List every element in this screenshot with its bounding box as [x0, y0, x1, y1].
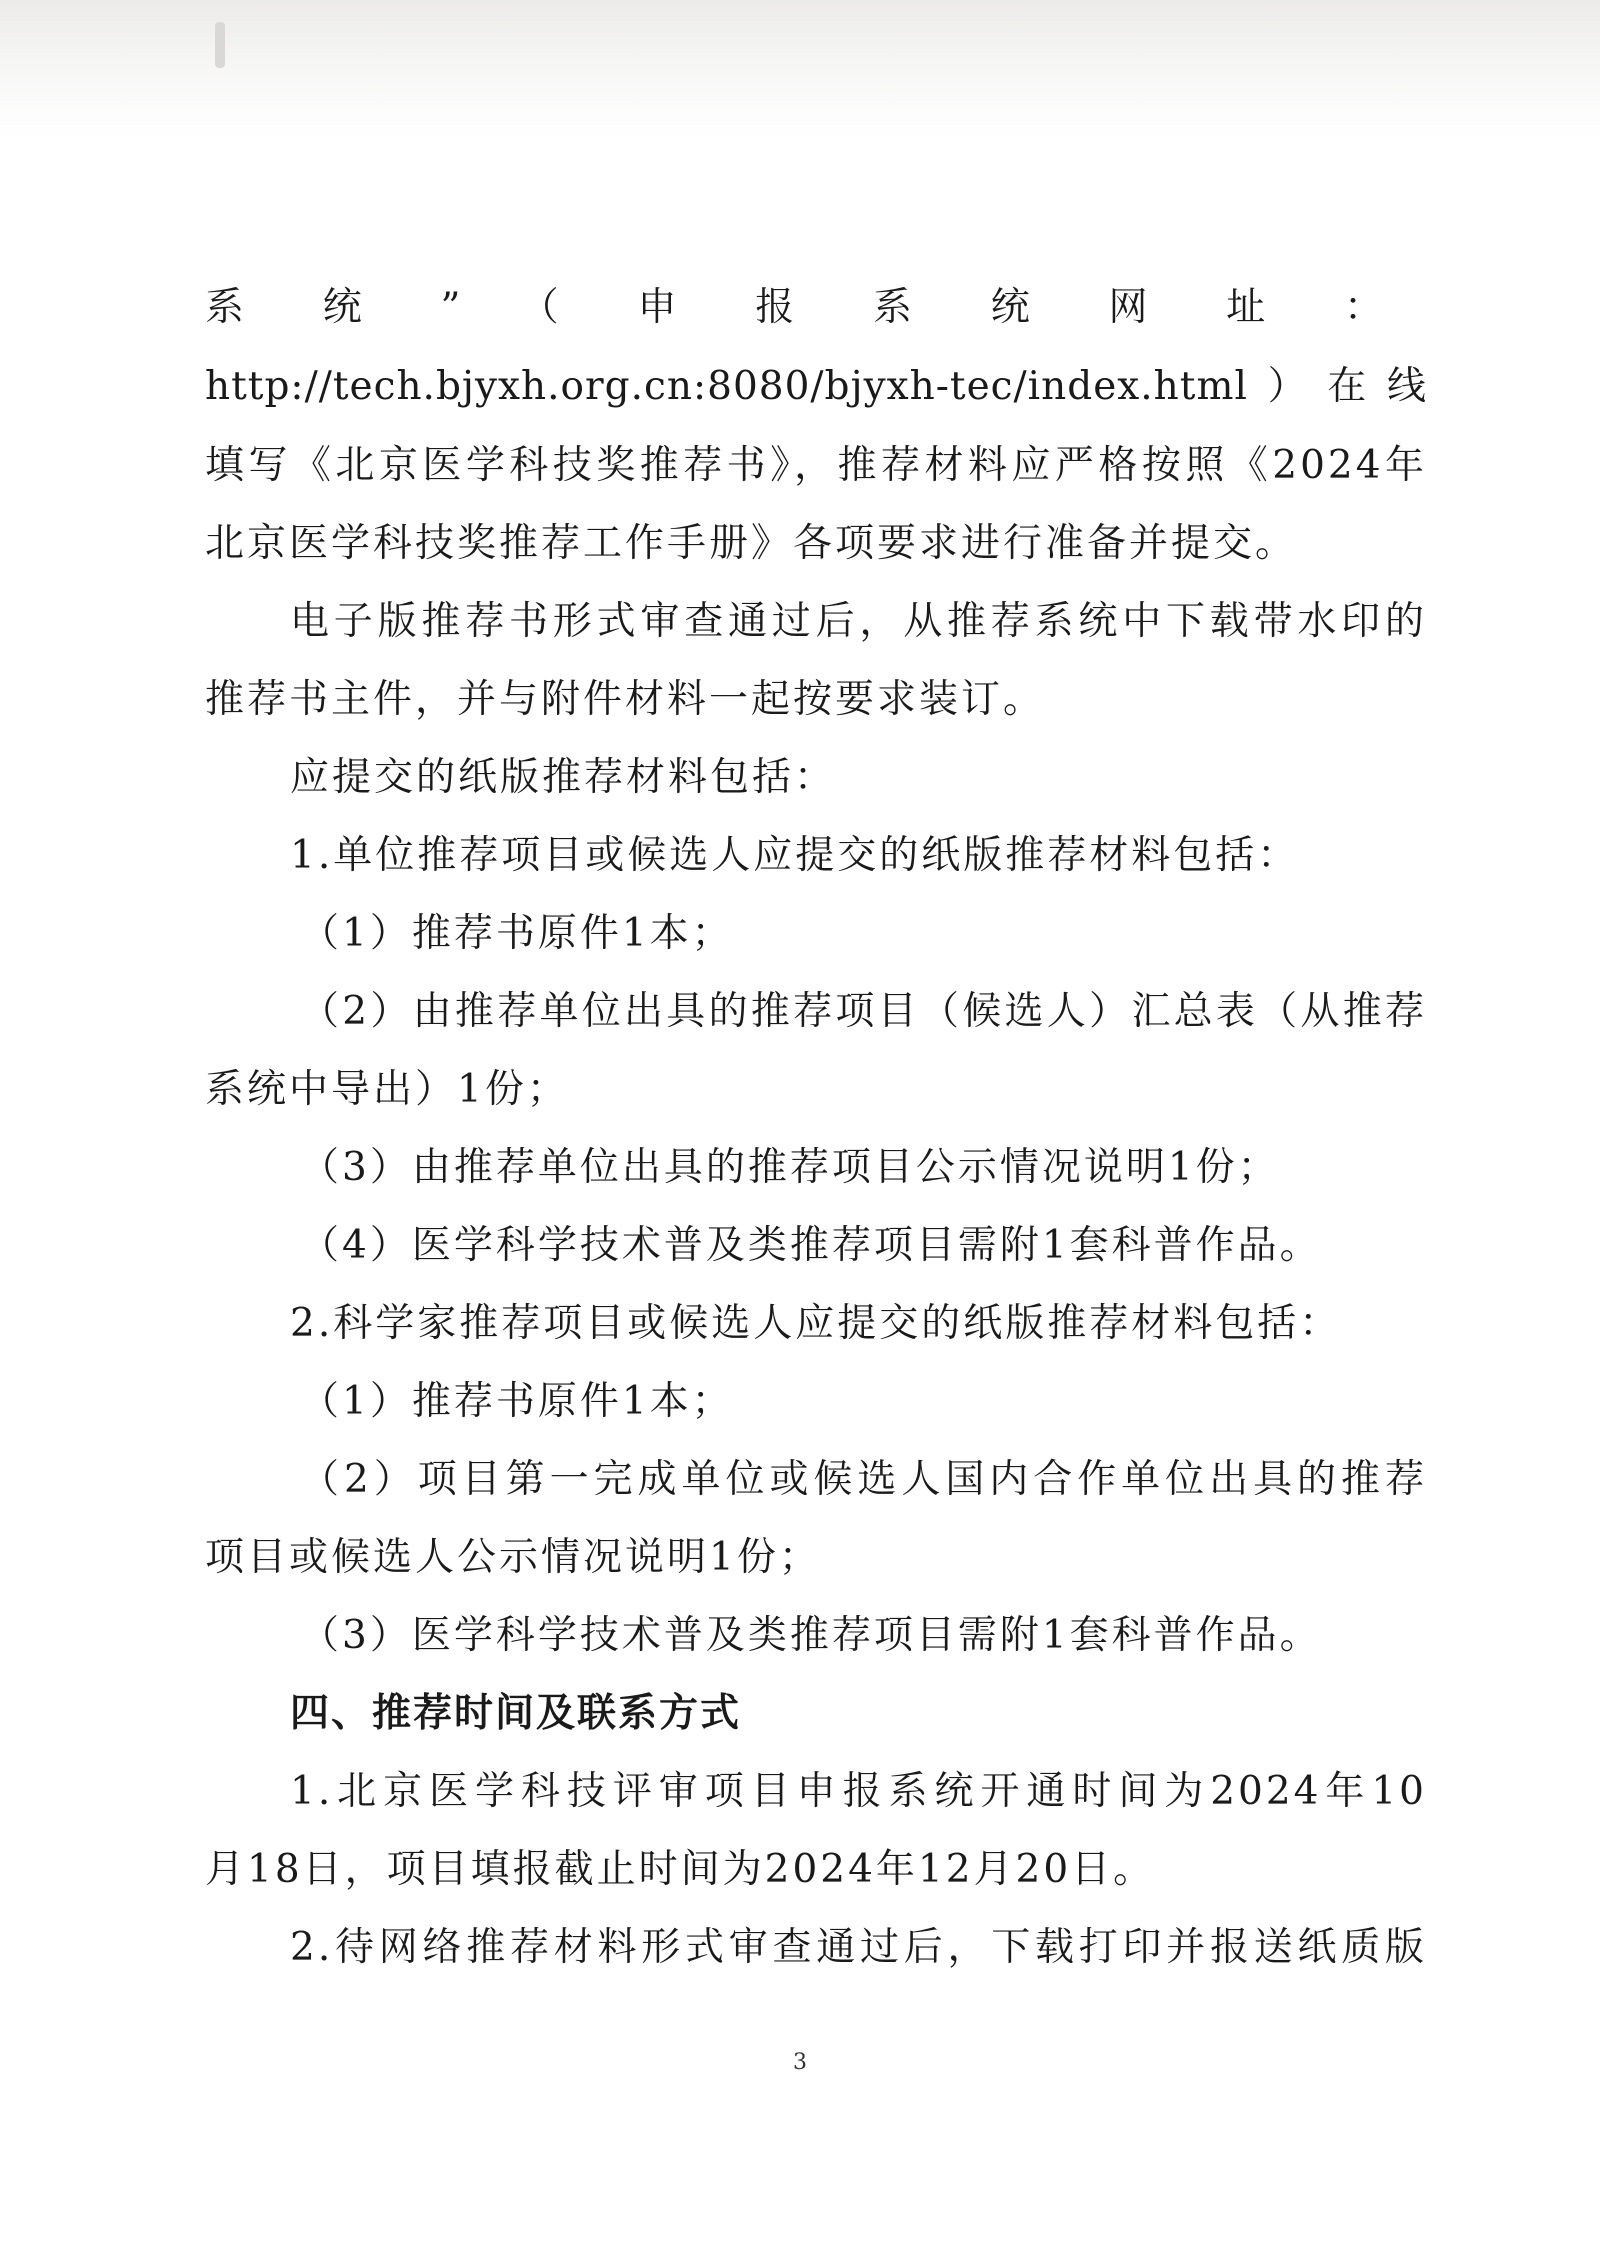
paragraph-electronic-review: 电子版推荐书形式审查通过后，从推荐系统中下载带水印的 — [290, 599, 1427, 644]
list-item-scientist-2: （2）项目第一完成单位或候选人国内合作单位出具的推荐 — [300, 1457, 1427, 1502]
text-line-6: 推荐书主件，并与附件材料一起按要求装订。 — [205, 677, 1046, 722]
text-line-21: 月18日，项目填报截止时间为2024年12月20日。 — [205, 1847, 1156, 1892]
scan-top-shadow — [0, 0, 1600, 140]
list-item-unit-2: （2）由推荐单位出具的推荐项目（候选人）汇总表（从推荐 — [300, 989, 1427, 1034]
text-line-11: 系统中导出）1份； — [205, 1067, 569, 1112]
list-scientist-recommend: 2.科学家推荐项目或候选人应提交的纸版推荐材料包括： — [290, 1301, 1342, 1346]
text-line-3: 填写《北京医学科技奖推荐书》，推荐材料应严格按照《2024年 — [205, 443, 1427, 488]
paragraph-print-submit: 2.待网络推荐材料形式审查通过后，下载打印并报送纸质版 — [290, 1925, 1427, 1970]
scan-artifact — [215, 22, 225, 68]
text-line-1: 系统”（申报系统网址： — [205, 285, 1427, 330]
section-heading-4: 四、推荐时间及联系方式 — [290, 1691, 742, 1736]
page-number: 3 — [793, 2050, 807, 2075]
list-item-scientist-1: （1）推荐书原件1本； — [300, 1379, 734, 1424]
paragraph-paper-materials: 应提交的纸版推荐材料包括： — [290, 755, 837, 800]
list-item-unit-4: （4）医学科学技术普及类推荐项目需附1套科普作品。 — [300, 1223, 1322, 1268]
list-unit-recommend: 1.单位推荐项目或候选人应提交的纸版推荐材料包括： — [290, 833, 1300, 878]
paragraph-system-open-time: 1.北京医学科技评审项目申报系统开通时间为2024年10 — [290, 1769, 1427, 1814]
text-line-17: 项目或候选人公示情况说明1份； — [205, 1535, 821, 1580]
list-item-unit-1: （1）推荐书原件1本； — [300, 911, 734, 956]
text-line-2-url: http://tech.bjyxh.org.cn:8080/bjyxh-tec/index.html）在线 — [205, 364, 1427, 409]
list-item-unit-3: （3）由推荐单位出具的推荐项目公示情况说明1份； — [300, 1145, 1280, 1190]
text-line-4: 北京医学科技奖推荐工作手册》各项要求进行准备并提交。 — [205, 521, 1298, 566]
list-item-scientist-3: （3）医学科学技术普及类推荐项目需附1套科普作品。 — [300, 1613, 1322, 1658]
